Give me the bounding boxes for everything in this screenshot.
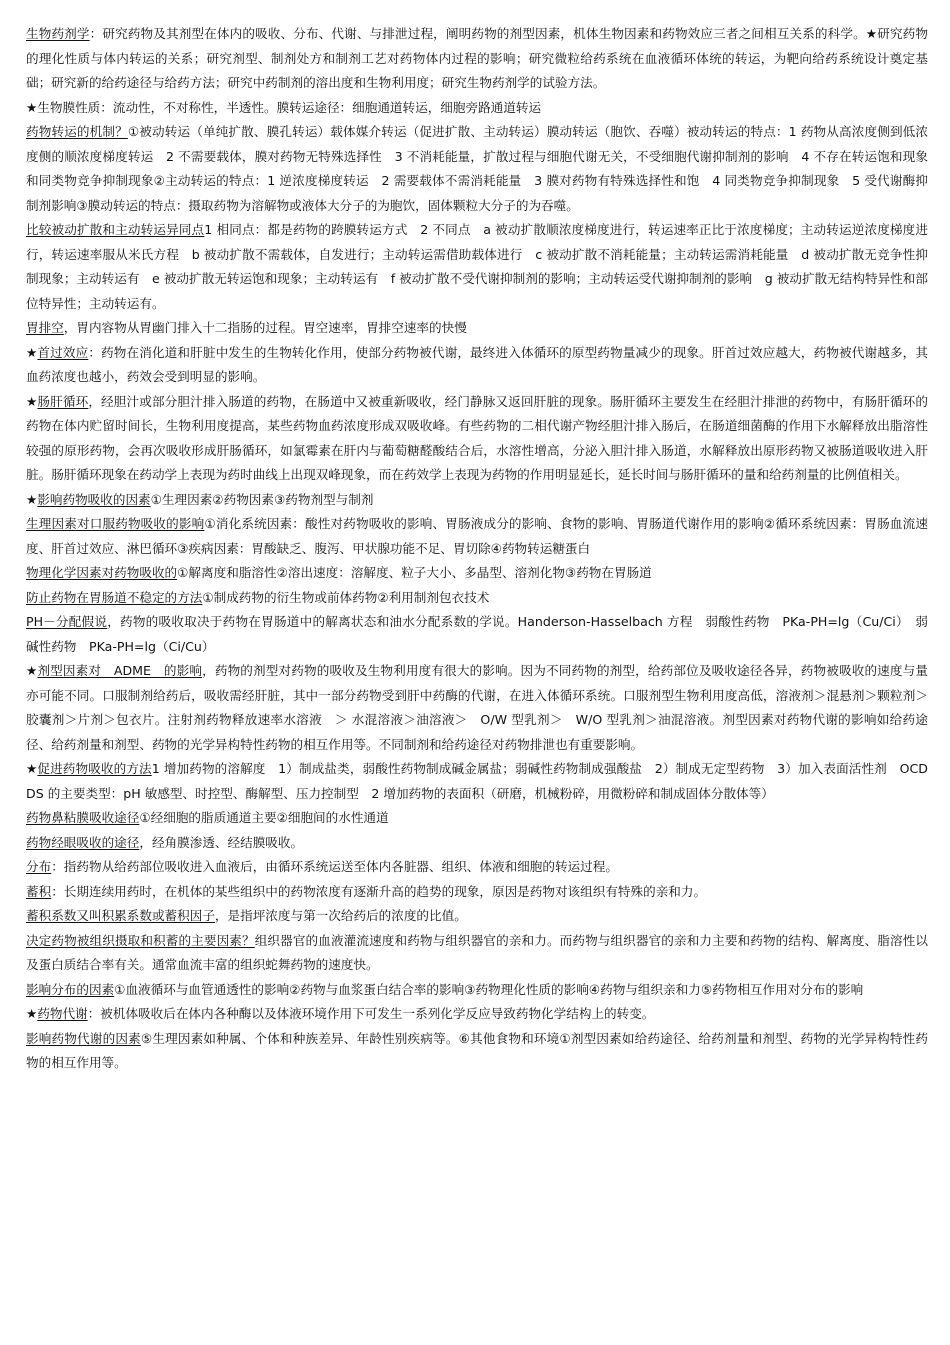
paragraph-accumulation (26, 880, 928, 905)
paragraph-keyword: 剂型因素对 ADME 的影响 (37, 663, 203, 678)
paragraph-text: ①制成药物的衍生物或前体药物②利用制剂包衣技术 (202, 589, 490, 605)
star-mark: ★ (26, 491, 38, 507)
paragraph-biopharmaceutics-definition (26, 22, 928, 96)
paragraph-keyword: 胃排空 (26, 320, 64, 335)
paragraph-keyword: 生理因素对口服药物吸收的影响 (26, 516, 205, 531)
paragraph-text: ：长期连续用药时，在机体的某些组织中的药物浓度有逐渐升高的趋势的现象，原因是药物对该组织有特殊的亲和力。 (51, 883, 707, 899)
paragraph-text: ，药物的吸收取决于药物在胃肠道中的解离状态和油水分配系数的学说。Handerson-Hasselbach 方程 弱酸性药物 PKa-PH=lg（Cu/Ci） 弱碱性药物 PKa-PH=lg（Ci/Cu） (26, 614, 928, 654)
star-mark: ★ (26, 344, 38, 360)
paragraph-keyword: 影响药物吸收的因素 (37, 491, 151, 507)
paragraph-physiological-factors (26, 512, 928, 561)
paragraph-nasal-absorption (26, 806, 928, 831)
paragraph-distribution (26, 855, 928, 880)
paragraph-text: ①解离度和脂溶性②溶出速度：溶解度、粒子大小、多晶型、溶剂化物③药物在胃肠道 (177, 565, 652, 580)
paragraph-text: 1 增加药物的溶解度 1）制成盐类，弱酸性药物制成碱金属盐；弱碱性药物制成强酸盐 2）制成无定型药物 3）加入表面活性剂 OCDDS 的主要类型：pH 敏感型、时控型、酶解型、压力控制型 2 增加药物的表面积（研磨，机械粉碎，用微粉碎和制成固体分散体等） (26, 761, 928, 801)
paragraph-text: ①被动转运（单纯扩散、膜孔转运）载体媒介转运（促进扩散、主动转运）膜动转运（胞饮、吞噬）被动转运的特点：1 药物从高浓度侧到低浓度侧的顺浓度梯度转运 2 不需要载体，膜对药物无特殊选择性 3 不消耗能量，扩散过程与细胞代谢无关，不受细胞代谢抑制剂的影响 4 不存在转运饱和现象和同类物竞争抑制现象②主动转运的特点：1 逆浓度梯度转运 2 需要载体不需消耗能量 3 膜对药物有特殊选择性和饱 4 同类物竞争抑制现象 5 受代谢酶抑制剂影响③膜动转运的特点：摄取药物为溶解物或液体大分子的为胞饮，固体颗粒大分子的为吞噬。 (26, 124, 929, 213)
paragraph-text: ：被机体吸收后在体内各种酶以及体液环境作用下可发生一系列化学反应导致药物化学结构上的转变。 (87, 1006, 655, 1021)
paragraph-text: ，胃内容物从胃幽门排入十二指肠的过程。胃空速率，胃排空速率的快慢 (63, 320, 467, 335)
star-mark: ★ (26, 99, 38, 115)
star-mark: ★ (26, 393, 38, 409)
paragraph-keyword: 影响分布的因素 (26, 981, 115, 997)
paragraph-gastric-emptying (26, 316, 928, 341)
paragraph-text: ：指药物从给药部位吸收进入血液后，由循环系统运送至体内各脏器、组织、体液和细胞的转运过程。 (51, 859, 618, 874)
paragraph-keyword: 决定药物被组织摄取和积蓄的主要因素？ (26, 932, 255, 948)
paragraph-metabolism-factors (26, 1027, 928, 1076)
paragraph-physicochemical-factors (26, 561, 928, 586)
paragraph-tissue-uptake-factors (26, 929, 928, 978)
paragraph-accumulation-factor (26, 904, 928, 929)
paragraph-text: ，药物的剂型对药物的吸收及生物利用度有很大的影响。因为不同药物的剂型，给药部位及吸收途径各异，药物被吸收的速度与量亦可能不同。口服制剂给药后，吸收需经肝脏，其中一部分药物受到肝中药酶的代谢，在进入体循环系统。口服剂型生物利用度高低，溶液剂＞混悬剂＞颗粒剂＞胶囊剂＞片剂＞包衣片。注射剂药物释放速率水溶液 ＞ 水混溶液＞油溶液＞ O/W 型乳剂＞ W/O 型乳剂＞油混溶液。剂型因素对药物代谢的影响如给药途径、给药剂量和剂型、药物的光学异构特性药物的相互作用等。不同制剂和给药途径对药物排泄也有重要影响。 (26, 663, 928, 752)
paragraph-text: ：药物在消化道和肝脏中发生的生物转化作用，使部分药物被代谢，最终进入体循环的原型药物量减少的现象。肝首过效应越大，药物被代谢越多，其血药浓度也越小，药效会受到明显的影响。 (26, 344, 929, 384)
paragraph-text: ①血液循环与血管通透性的影响②药物与血浆蛋白结合率的影响③药物理化性质的影响④药物与组织亲和力⑤药物相互作用对分布的影响 (114, 981, 864, 997)
paragraph-keyword: 促进药物吸收的方法 (37, 761, 152, 776)
paragraph-keyword: 比较被动扩散和主动转运异同点 (26, 222, 205, 237)
paragraph-keyword: 蓄积 (26, 883, 52, 899)
paragraph-keyword: 肠肝循环 (37, 393, 89, 409)
paragraph-keyword: 药物鼻粘膜吸收途径 (26, 810, 140, 825)
paragraph-text: ，是指坪浓度与第一次给药后的浓度的比值。 (214, 908, 467, 923)
paragraph-drug-metabolism (26, 1002, 928, 1027)
paragraph-biomembrane (26, 96, 928, 121)
paragraph-keyword: 蓄积系数又叫积累系数或蓄积因子 (26, 908, 215, 923)
star-mark: ★ (26, 663, 38, 678)
paragraph-keyword: 生物药剂学 (26, 26, 90, 41)
paragraph-absorption-factors (26, 488, 928, 513)
paragraph-keyword: 物理化学因素对药物吸收的 (26, 565, 178, 580)
paragraph-text: ，经角膜渗透、经结膜吸收。 (139, 834, 304, 850)
paragraph-text: ，经胆汁或部分胆汁排入肠道的药物，在肠道中又被重新吸收，经门静脉又返回肝脏的现象。肠肝循环主要发生在经胆汁排泄的药物中，有肠肝循环的药物在体内贮留时间长，生物利用度提高，某些药物血药浓度形成双吸收峰。有些药物的二相代谢产物经胆汁排入肠后，在肠道细菌酶的作用下水解释放出脂溶性较强的原形药物，会再次吸收形成肝肠循环，如氯霉素在肝内与葡萄糖醛酸结合后，水溶性增高，分泌入胆汁排入肠道，水解释放出原形药物又被肠道吸收进入肝脏。肠肝循环现象在药动学上表现为药时曲线上出现双峰现象，而在药效学上表现为药物的作用明显延长，延长时间与肠肝循环的量和给药剂量的比例值相关。 (26, 393, 929, 482)
paragraph-text: ①经细胞的脂质通道主要②细胞间的水性通道 (139, 810, 389, 825)
paragraph-ph-partition (26, 610, 928, 659)
paragraph-keyword: 药物转运的机制？ (26, 124, 128, 139)
star-mark: ★ (26, 1006, 38, 1021)
paragraph-distribution-factors (26, 978, 928, 1003)
paragraph-keyword: 药物代谢 (37, 1006, 88, 1021)
paragraph-keyword: 首过效应 (37, 344, 89, 360)
paragraph-text: ：研究药物及其剂型在体内的吸收、分布、代谢、与排泄过程，阐明药物的剂型因素，机体生物因素和药物效应三者之间相互关系的科学。★研究药物的理化性质与体内转运的关系；研究剂型、制剂处方和制剂工艺对药物体内过程的影响；研究微粒给药系统在血液循环体统的转运，为靶向给药系统设计奠定基础；研究新的给药途径与给药方法；研究中药制剂的溶出度和生物利用度；研究生物药剂学的试验方法。 (26, 26, 928, 90)
paragraph-text: ①生理因素②药物因素③药物剂型与制剂 (150, 491, 374, 507)
paragraph-dosage-form-adme (26, 659, 928, 757)
paragraph-text: 生物膜性质：流动性，不对称性，半透性。膜转运途径：细胞通道转运，细胞旁路通道转运 (37, 99, 542, 115)
paragraph-keyword: 药物经眼吸收的途径 (26, 834, 140, 850)
star-mark: ★ (26, 761, 38, 776)
paragraph-keyword: 影响药物代谢的因素 (26, 1030, 141, 1046)
paragraph-text: ⑤生理因素如种属、个体和种族差异、年龄性别疾病等。⑥其他食物和环境①剂型因素如给药途径、给药剂量和剂型、药物的光学异构特性药物的相互作用等。 (26, 1030, 929, 1070)
paragraph-text: 1 相同点：都是药物的跨膜转运方式 2 不同点 a 被动扩散顺浓度梯度进行，转运速率正比于浓度梯度；主动转运逆浓度梯度进行，转运速率服从米氏方程 b 被动扩散不需载体，自发进行；主动转运需借助载体进行 c 被动扩散不消耗能量；主动转运需消耗能量 d 被动扩散无竞争性抑制现象；主动转运有 e 被动扩散无转运饱和现象；主动转运有 f 被动扩散不受代谢抑制剂的影响；主动转运受代谢抑制剂的影响 g 被动扩散无结构特异性和部位特异性；主动转运有。 (26, 222, 928, 311)
paragraph-text: ①消化系统因素：酸性对药物吸收的影响、胃肠液成分的影响、食物的影响、胃肠道代谢作用的影响②循环系统因素：胃肠血流速度、肝首过效应、淋巴循环③疾病因素：胃酸缺乏、腹泻、甲状腺功能不足、胃切除④药物转运糖蛋白 (26, 516, 928, 556)
paragraph-keyword: PH－分配假说 (26, 614, 108, 629)
paragraph-keyword: 防止药物在胃肠道不稳定的方法 (26, 589, 203, 605)
paragraph-first-pass-effect (26, 341, 928, 390)
paragraph-promote-absorption (26, 757, 928, 806)
paragraph-passive-vs-active (26, 218, 928, 316)
paragraph-keyword: 分布 (26, 859, 52, 874)
paragraph-enterohepatic-circulation (26, 390, 928, 488)
paragraph-gi-instability-prevention (26, 586, 928, 611)
paragraph-transport-mechanism (26, 120, 928, 218)
paragraph-text: 组织器官的血液灌流速度和药物与组织器官的亲和力。而药物与组织器官的亲和力主要和药物的结构、解离度、脂溶性以及蛋白质结合率有关。通常血流丰富的组织蛇舞药物的速度快。 (26, 932, 929, 972)
paragraph-ocular-absorption (26, 831, 928, 856)
